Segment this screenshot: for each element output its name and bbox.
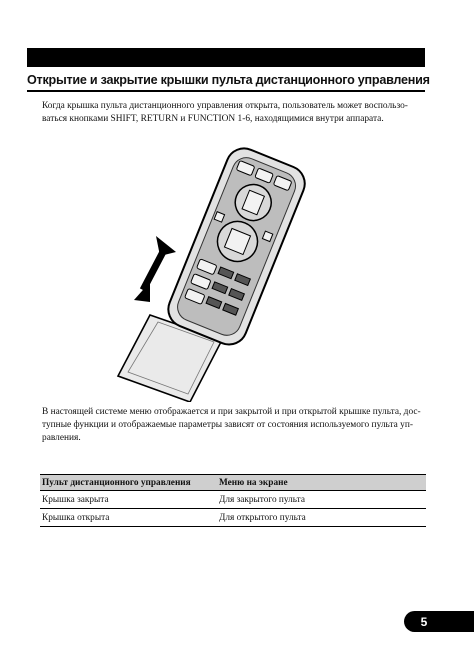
section-title: Открытие и закрытие крышки пульта дистанционного управления <box>27 73 430 87</box>
column-header-remote: Пульт дистанционного управления <box>40 475 217 491</box>
page-number: 5 <box>404 611 444 632</box>
double-arrow-icon <box>134 236 176 302</box>
note-line-2: тупные функции и отображаемые параметры зависят от состояния используемого пульта уп- <box>42 420 413 430</box>
remote-control-illustration <box>110 140 330 402</box>
table-cell: Крышка открыта <box>40 509 217 527</box>
table-row <box>40 509 426 527</box>
table-header-row <box>40 475 426 491</box>
table-row <box>40 491 426 509</box>
intro-paragraph <box>42 100 427 126</box>
remote-menu-table <box>40 474 426 527</box>
note-line-3: равления. <box>42 433 81 443</box>
intro-line-2: ваться кнопками SHIFT, RETURN и FUNCTION 1-6, находящимися внутри аппарата. <box>42 114 384 124</box>
table-cell: Для открытого пульта <box>217 509 426 527</box>
remote-body <box>163 143 310 350</box>
table-cell: Для закрытого пульта <box>217 491 426 509</box>
table-cell: Крышка закрыта <box>40 491 217 509</box>
page-tab <box>444 611 474 632</box>
note-paragraph <box>42 406 427 445</box>
column-header-menu: Меню на экране <box>217 475 426 491</box>
note-line-1: В настоящей системе меню отображается и при закрытой и при открытой крышке пульта, дос- <box>42 407 421 417</box>
top-black-bar <box>27 48 425 67</box>
intro-line-1: Когда крышка пульта дистанционного управления открыта, пользователь может воспользо- <box>42 101 408 111</box>
title-underline <box>27 90 425 92</box>
